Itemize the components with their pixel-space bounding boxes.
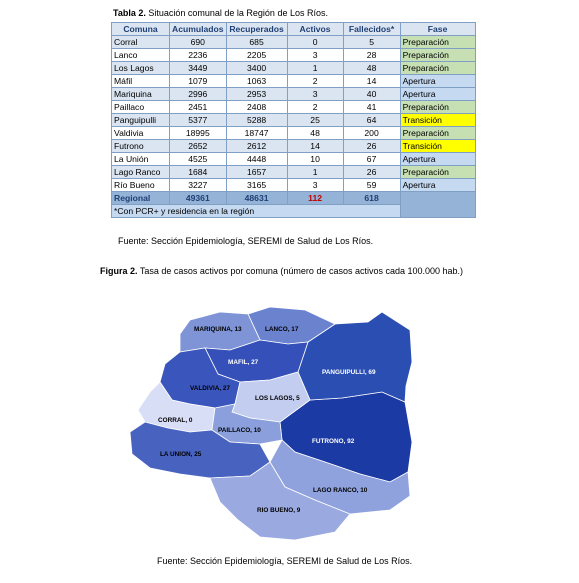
cell-fase: Preparación (400, 166, 475, 179)
cell-activos: 1 (287, 62, 343, 75)
cell-acumulados: 1079 (170, 75, 227, 88)
label-mariquina: MARIQUINA, 13 (194, 326, 242, 333)
cell-acumulados: 2996 (170, 88, 227, 101)
cell-comuna: Futrono (112, 140, 170, 153)
header-recuperados: Recuperados (226, 23, 287, 36)
cell-fallecidos: 41 (343, 101, 400, 114)
header-comuna: Comuna (112, 23, 170, 36)
label-lago-ranco: LAGO RANCO, 10 (313, 487, 368, 494)
table-source: Fuente: Sección Epidemiología, SEREMI de Salud de Los Ríos. (118, 236, 374, 246)
cell-recuperados: 3400 (226, 62, 287, 75)
cell-acumulados: 1684 (170, 166, 227, 179)
cell-activos: 14 (287, 140, 343, 153)
cell-fase: Preparación (400, 127, 475, 140)
figure-caption (100, 266, 463, 276)
cell-comuna: Lanco (112, 49, 170, 62)
cell-acumulados: 3227 (170, 179, 227, 192)
cell-acumulados: 49361 (170, 192, 227, 205)
table-row (112, 140, 476, 153)
label-paillaco: PAILLACO, 10 (218, 427, 261, 434)
table-row (112, 166, 476, 179)
cell-recuperados: 48631 (226, 192, 287, 205)
cell-recuperados: 2408 (226, 101, 287, 114)
figure-caption-label: Figura 2. (100, 266, 138, 276)
cell-fase: Preparación (400, 101, 475, 114)
cell-fase: Preparación (400, 62, 475, 75)
table-row (112, 179, 476, 192)
cell-fallecidos: 28 (343, 49, 400, 62)
label-los-lagos: LOS LAGOS, 5 (255, 395, 300, 402)
cell-fallecidos: 14 (343, 75, 400, 88)
cell-recuperados: 18747 (226, 127, 287, 140)
table-row (112, 114, 476, 127)
table-note: *Con PCR+ y residencia en la región (112, 205, 401, 218)
table-caption (113, 8, 328, 18)
cell-acumulados: 18995 (170, 127, 227, 140)
figure-caption-text: Tasa de casos activos por comuna (número de casos activos cada 100.000 hab.) (137, 266, 464, 276)
cell-comuna: Valdivia (112, 127, 170, 140)
cell-recuperados: 685 (226, 36, 287, 49)
table-caption-text: Situación comunal de la Región de Los Ríos. (145, 8, 328, 18)
cell-activos: 3 (287, 49, 343, 62)
cell-recuperados: 2612 (226, 140, 287, 153)
cell-comuna: Mariquina (112, 88, 170, 101)
header-fase: Fase (400, 23, 475, 36)
cell-fallecidos: 618 (343, 192, 400, 205)
cell-activos: 0 (287, 36, 343, 49)
table-row (112, 62, 476, 75)
cell-comuna: Los Lagos (112, 62, 170, 75)
table-row (112, 101, 476, 114)
cell-fallecidos: 26 (343, 166, 400, 179)
cell-fallecidos: 67 (343, 153, 400, 166)
cell-recuperados: 1657 (226, 166, 287, 179)
cell-comuna: Panguipulli (112, 114, 170, 127)
cell-comuna: Máfil (112, 75, 170, 88)
header-activos: Activos (287, 23, 343, 36)
cell-fase: Preparación (400, 49, 475, 62)
table-row (112, 75, 476, 88)
cell-activos: 112 (287, 192, 343, 205)
table-header-row (112, 23, 476, 36)
label-la-union: LA UNION, 25 (160, 451, 202, 458)
table-row (112, 127, 476, 140)
cell-activos: 1 (287, 166, 343, 179)
cell-fallecidos: 40 (343, 88, 400, 101)
cell-acumulados: 2652 (170, 140, 227, 153)
cell-fase: Transición (400, 140, 475, 153)
cell-acumulados: 5377 (170, 114, 227, 127)
label-valdivia: VALDIVIA, 27 (190, 385, 231, 392)
cell-comuna: Lago Ranco (112, 166, 170, 179)
cell-fallecidos: 48 (343, 62, 400, 75)
cell-fallecidos: 59 (343, 179, 400, 192)
cell-fallecidos: 200 (343, 127, 400, 140)
cell-recuperados: 3165 (226, 179, 287, 192)
cell-activos: 3 (287, 179, 343, 192)
cell-recuperados: 2953 (226, 88, 287, 101)
cell-comuna: Paillaco (112, 101, 170, 114)
cell-recuperados: 4448 (226, 153, 287, 166)
cell-comuna: Regional (112, 192, 170, 205)
cell-fase: Preparación (400, 36, 475, 49)
cell-fase: Apertura (400, 88, 475, 101)
label-panguipulli: PANGUIPULLI, 69 (322, 369, 376, 376)
header-acumulados: Acumulados (170, 23, 227, 36)
cell-activos: 48 (287, 127, 343, 140)
cell-fallecidos: 64 (343, 114, 400, 127)
cell-acumulados: 2451 (170, 101, 227, 114)
table-caption-label: Tabla 2. (113, 8, 146, 18)
cell-comuna: Río Bueno (112, 179, 170, 192)
cell-acumulados: 690 (170, 36, 227, 49)
header-fallecidos: Fallecidos* (343, 23, 400, 36)
table-row-regional (112, 192, 476, 205)
cell-recuperados: 1063 (226, 75, 287, 88)
cell-acumulados: 4525 (170, 153, 227, 166)
cell-activos: 2 (287, 101, 343, 114)
cell-activos: 2 (287, 75, 343, 88)
label-futrono: FUTRONO, 92 (312, 438, 355, 445)
cell-acumulados: 3449 (170, 62, 227, 75)
cell-comuna: Corral (112, 36, 170, 49)
table-row (112, 88, 476, 101)
comunal-situation-table (111, 22, 476, 218)
label-corral: CORRAL, 0 (158, 417, 193, 424)
label-lanco: LANCO, 17 (265, 326, 299, 333)
table-row (112, 153, 476, 166)
cell-fallecidos: 26 (343, 140, 400, 153)
cell-activos: 10 (287, 153, 343, 166)
table-row (112, 36, 476, 49)
label-mafil: MAFIL, 27 (228, 359, 259, 366)
table-row (112, 49, 476, 62)
cell-fase: Transición (400, 114, 475, 127)
cell-fase: Apertura (400, 75, 475, 88)
cell-fase: Apertura (400, 153, 475, 166)
label-rio-bueno: RIO BUENO, 9 (257, 507, 301, 514)
cell-fase: Apertura (400, 179, 475, 192)
cell-activos: 25 (287, 114, 343, 127)
cell-recuperados: 5288 (226, 114, 287, 127)
los-rios-choropleth-map (120, 282, 420, 552)
cell-comuna: La Unión (112, 153, 170, 166)
cell-activos: 3 (287, 88, 343, 101)
figure-source: Fuente: Sección Epidemiología, SEREMI de Salud de Los Ríos. (157, 556, 413, 566)
cell-acumulados: 2236 (170, 49, 227, 62)
cell-fase-empty (400, 192, 475, 218)
cell-recuperados: 2205 (226, 49, 287, 62)
cell-fallecidos: 5 (343, 36, 400, 49)
